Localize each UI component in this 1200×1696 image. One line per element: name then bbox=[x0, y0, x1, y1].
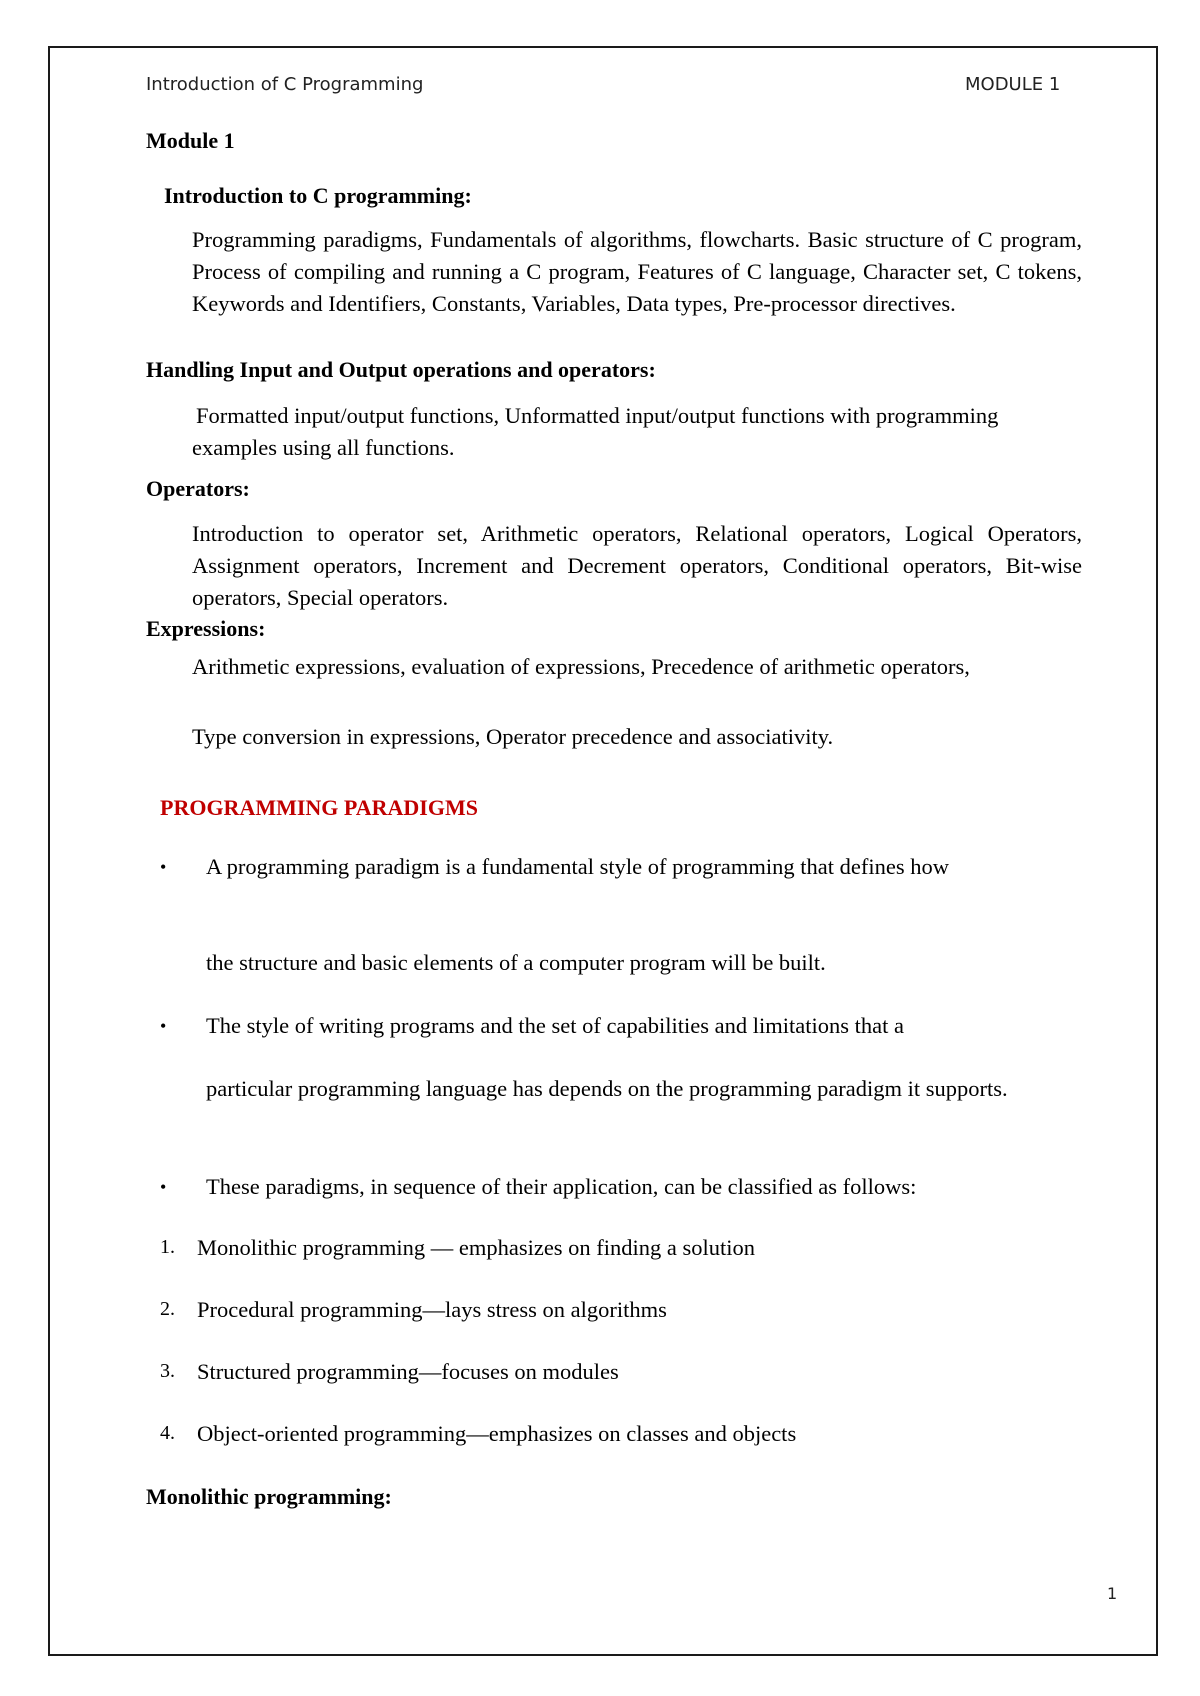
paradigms-heading: PROGRAMMING PARADIGMS bbox=[160, 795, 478, 820]
running-header-title: Introduction of C Programming bbox=[146, 74, 424, 95]
list-number: 3. bbox=[160, 1360, 175, 1382]
expressions-text-1: Arithmetic expressions, evaluation of expressions, Precedence of arithmetic operators, bbox=[192, 654, 970, 679]
expressions-text-2: Type conversion in expressions, Operator precedence and associativity. bbox=[192, 724, 834, 749]
running-header-module: MODULE 1 bbox=[965, 74, 1061, 95]
bullet-2-line-1: The style of writing programs and the set of capabilities and limitations that a bbox=[206, 1013, 904, 1038]
bullet-1-line-1: A programming paradigm is a fundamental style of programming that defines how bbox=[206, 854, 949, 879]
bullet-1-line-2: the structure and basic elements of a computer program will be built. bbox=[206, 950, 826, 975]
page-number: 1 bbox=[1107, 1584, 1118, 1603]
bullet-2-line-2: particular programming language has depends on the programming paradigm it supports. bbox=[206, 1076, 1008, 1101]
list-number: 4. bbox=[160, 1422, 175, 1444]
list-item-procedural: Procedural programming—lays stress on algorithms bbox=[197, 1297, 667, 1322]
bullet-marker: • bbox=[160, 1177, 167, 1197]
list-item-object-oriented: Object-oriented programming—emphasizes on classes and objects bbox=[197, 1421, 797, 1446]
bullet-marker: • bbox=[160, 857, 167, 877]
list-number: 2. bbox=[160, 1298, 175, 1320]
list-number: 1. bbox=[160, 1236, 175, 1258]
bullet-marker: • bbox=[160, 1016, 167, 1036]
operators-heading: Operators: bbox=[146, 476, 250, 501]
io-heading: Handling Input and Output operations and operators: bbox=[146, 357, 656, 382]
monolithic-heading: Monolithic programming: bbox=[146, 1484, 392, 1509]
io-text: Formatted input/output functions, Unformatted input/output functions with programming examples using all functions. bbox=[192, 403, 999, 460]
operators-text: Introduction to operator set, Arithmetic operators, Relational operators, Logical Operators, Assignment operators, Increment and Decrement operators, Conditional operators, Bit-wise operators, Special operators. bbox=[192, 521, 1082, 610]
intro-text: Programming paradigms, Fundamentals of algorithms, flowcharts. Basic structure of C program, Process of compiling and running a C program, Features of C language, Character set, C tokens, Keywords and Identifiers, Constants, Variables, Data types, Pre-processor directives. bbox=[192, 227, 1082, 316]
list-item-monolithic: Monolithic programming — emphasizes on finding a solution bbox=[197, 1235, 756, 1260]
intro-heading: Introduction to C programming: bbox=[164, 183, 472, 208]
list-item-structured: Structured programming—focuses on modules bbox=[197, 1359, 619, 1384]
module-title: Module 1 bbox=[146, 128, 235, 153]
expressions-heading: Expressions: bbox=[146, 616, 266, 641]
bullet-3-line-1: These paradigms, in sequence of their application, can be classified as follows: bbox=[206, 1174, 917, 1199]
